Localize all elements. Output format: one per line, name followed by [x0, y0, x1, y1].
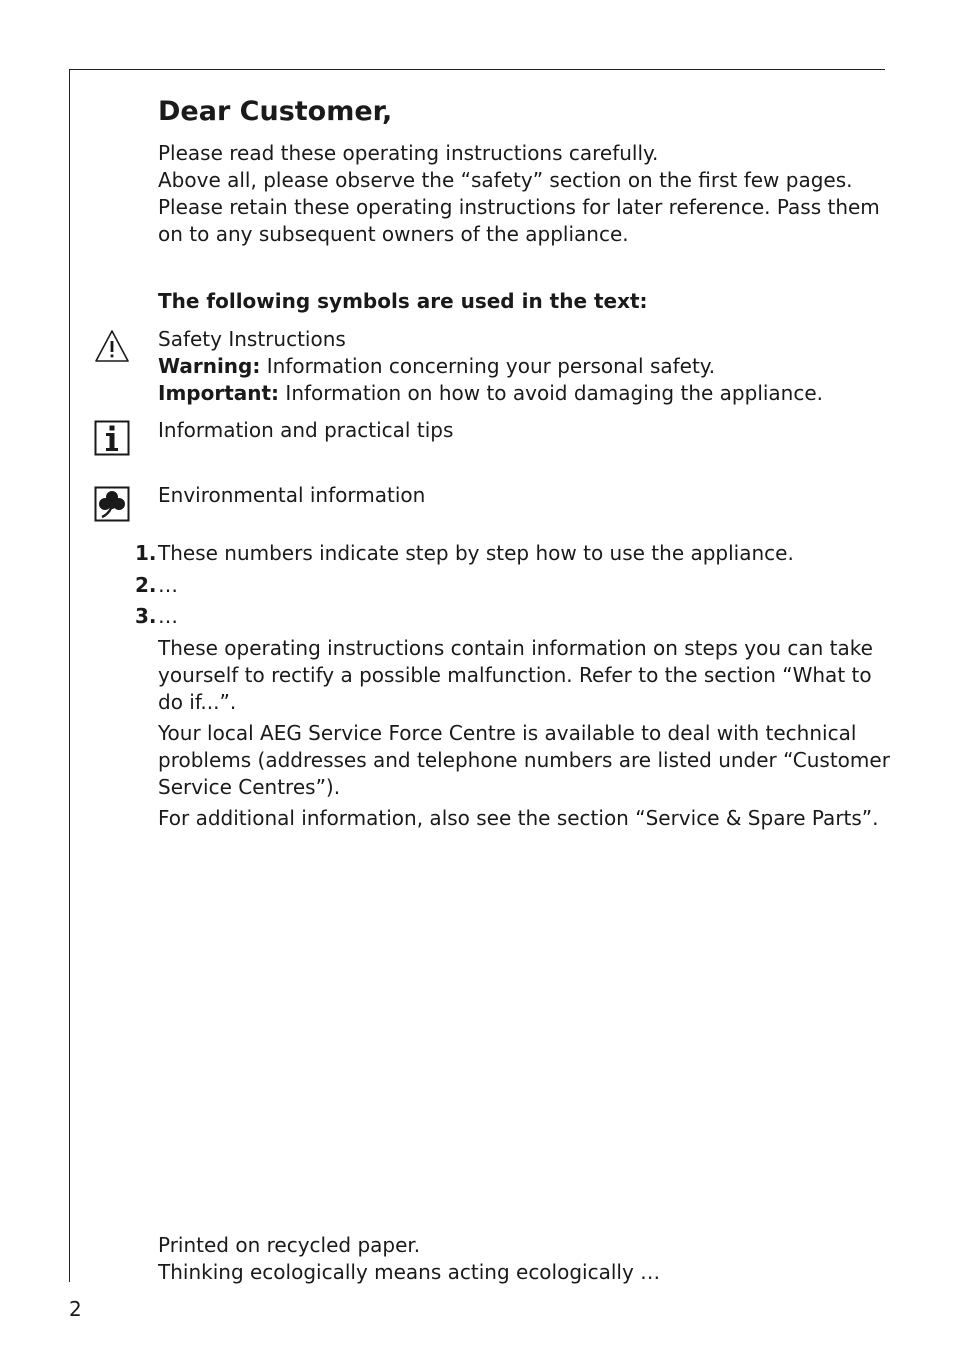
important-text: Information on how to avoid damaging the appliance.	[279, 381, 824, 405]
important-label: Important:	[158, 381, 280, 405]
additional-info: For additional information, also see the section “Service & Spare Parts”.	[158, 806, 879, 830]
safety-label: Safety Instructions	[158, 327, 346, 351]
page-title: Dear Customer,	[158, 96, 393, 127]
malfunction-line: do if...”.	[158, 690, 237, 714]
left-rule	[69, 69, 70, 1282]
service-line: Your local AEG Service Force Centre is available to deal with technical	[158, 721, 857, 745]
warning-label: Warning:	[158, 354, 261, 378]
symbols-heading: The following symbols are used in the text:	[158, 289, 648, 313]
step-number: 2.	[135, 573, 157, 597]
clover-icon	[94, 486, 130, 522]
intro-line: on to any subsequent owners of the appliance.	[158, 222, 629, 246]
environment-text: Environmental information	[158, 483, 426, 507]
info-icon	[94, 420, 130, 456]
malfunction-line: These operating instructions contain information on steps you can take	[158, 636, 873, 660]
malfunction-line: yourself to rectify a possible malfunction. Refer to the section “What to	[158, 663, 872, 687]
step-text: …	[158, 604, 178, 628]
intro-line: Please read these operating instructions carefully.	[158, 141, 659, 165]
top-rule	[69, 69, 885, 70]
service-line: problems (addresses and telephone numbers are listed under “Customer	[158, 748, 890, 772]
intro-line: Please retain these operating instructions for later reference. Pass them	[158, 195, 880, 219]
step-text: …	[158, 573, 178, 597]
important-line	[158, 380, 823, 407]
warning-line	[158, 353, 715, 380]
service-line: Service Centres”).	[158, 775, 341, 799]
warning-triangle-icon	[94, 328, 130, 364]
step-number: 1.	[135, 541, 157, 565]
warning-text: Information concerning your personal safety.	[260, 354, 716, 378]
step-number: 3.	[135, 604, 157, 628]
page-number: 2	[69, 1297, 82, 1321]
footer-line: Printed on recycled paper.	[158, 1233, 421, 1257]
step-text: These numbers indicate step by step how to use the appliance.	[158, 541, 794, 565]
info-text: Information and practical tips	[158, 418, 454, 442]
footer-line: Thinking ecologically means acting ecologically …	[158, 1260, 661, 1284]
intro-line: Above all, please observe the “safety” section on the first few pages.	[158, 168, 853, 192]
